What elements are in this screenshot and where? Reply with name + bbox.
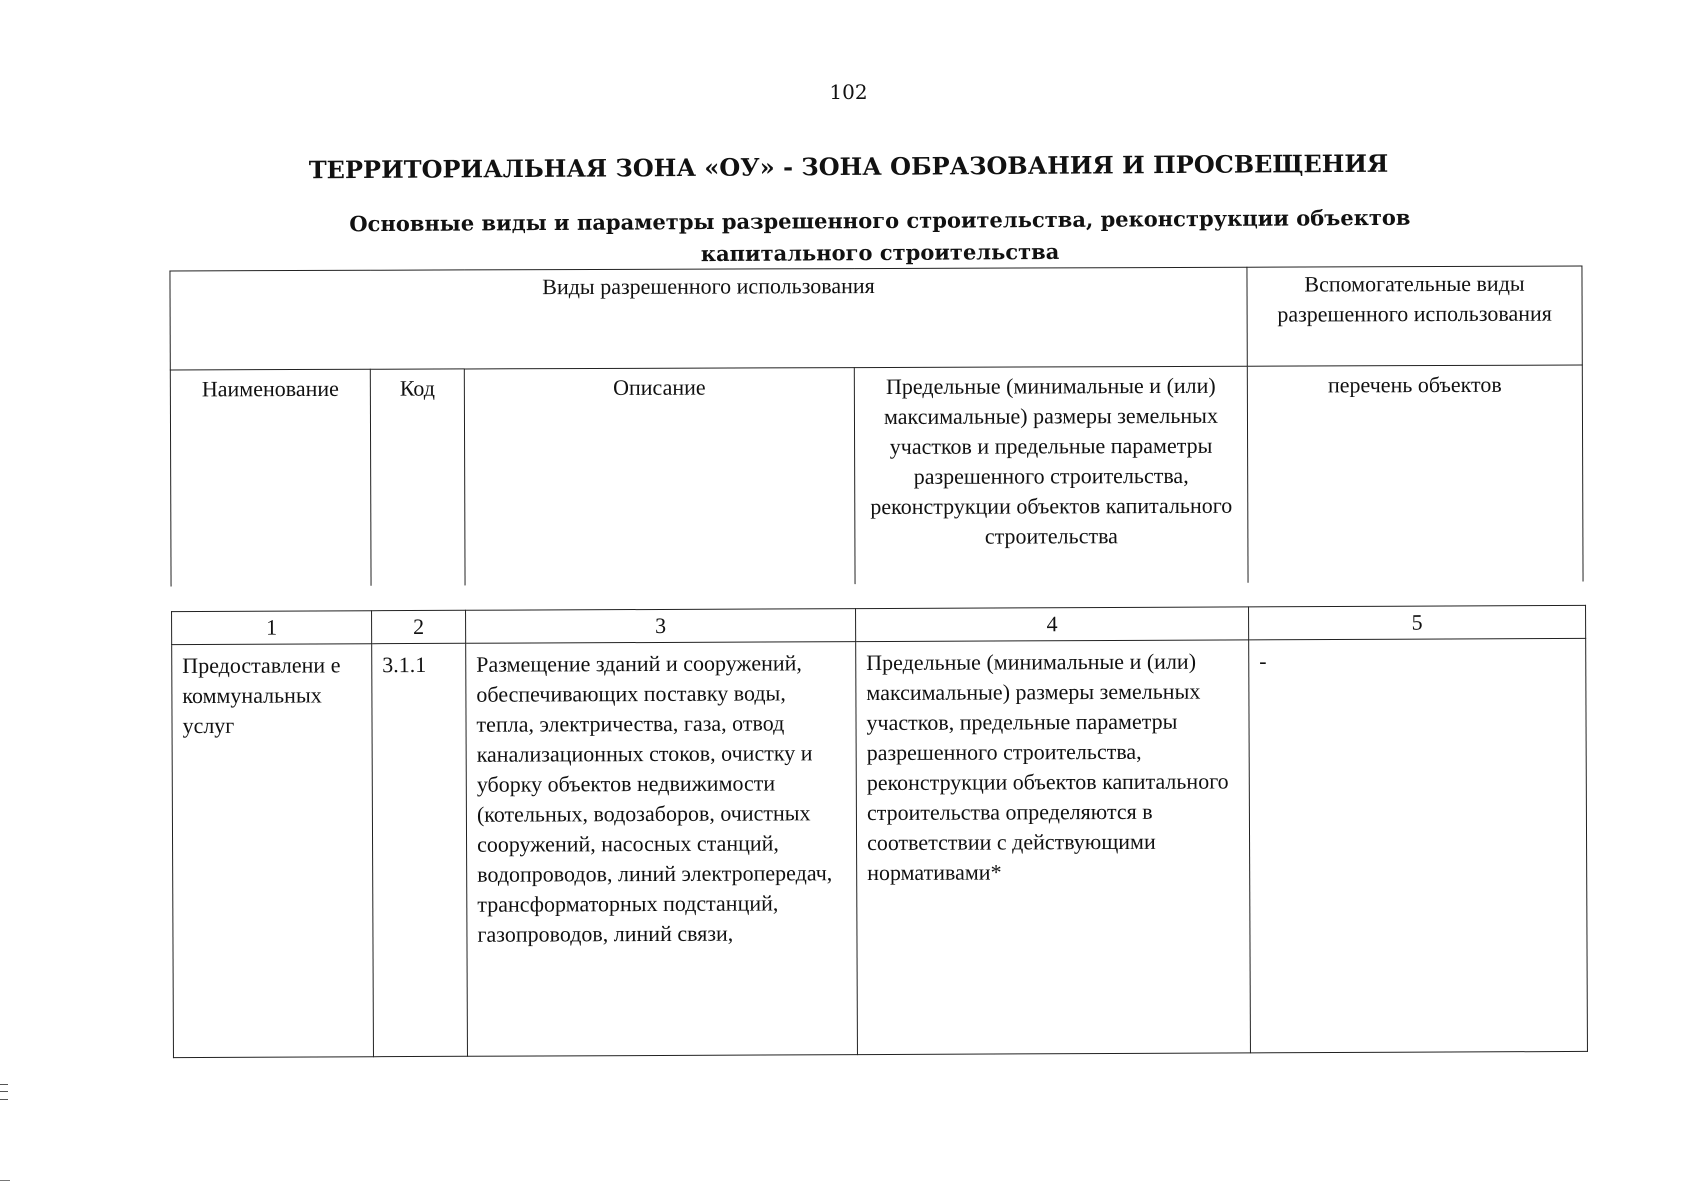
data-table	[171, 605, 1588, 1058]
header-description: Описание	[464, 368, 855, 586]
cell-name: Предоставлени е коммунальных услуг	[172, 644, 374, 1058]
header-main-group: Виды разрешенного использования	[170, 267, 1247, 370]
column-number: 2	[372, 610, 466, 643]
cell-code: 3.1.1	[372, 643, 468, 1056]
zone-title: ТЕРРИТОРИАЛЬНАЯ ЗОНА «ОУ» - ЗОНА ОБРАЗОВАНИЯ И ПРОСВЕЩЕНИЯ	[308, 148, 1389, 185]
table-row	[172, 638, 1588, 1057]
column-number: 4	[856, 607, 1249, 642]
column-number: 5	[1249, 605, 1586, 639]
header-name: Наименование	[170, 369, 371, 586]
header-limits: Предельные (минимальные и (или) максимальные) размеры земельных участков и предельные параметры разрешенного строительства, реконструкции объектов капитального строительства	[854, 366, 1248, 584]
cell-limits: Предельные (минимальные и (или) максимальные) размеры земельных участков, предельные параметры разрешенного строительства, реконструкции объектов капитального строительства определяются в соответствии с действующими нормативами*	[856, 640, 1251, 1055]
cell-description: Размещение зданий и сооружений, обеспечивающих поставку воды, тепла, электричества, газа, отвод канализационных стоков, очистку и уборку объектов недвижимости (котельных, водозаборов, очистных сооружений, насосных станций, водопроводов, линий электропередач, трансформаторных подстанций, газопроводов, линий связи,	[466, 642, 858, 1057]
cell-objects: -	[1249, 638, 1588, 1052]
margin-mark	[0, 1084, 8, 1100]
section-title: Основные виды и параметры разрешенного строительства, реконструкции объектов капитального строительства	[349, 204, 1411, 267]
column-number: 3	[466, 609, 856, 644]
header-code: Код	[370, 369, 465, 586]
header-table	[169, 266, 1583, 587]
header-aux-group: Вспомогательные виды разрешенного использования	[1247, 266, 1582, 366]
page-number: 102	[829, 80, 868, 104]
column-number: 1	[172, 611, 372, 645]
header-objects: перечень объектов	[1247, 365, 1583, 583]
margin-dash	[0, 1180, 10, 1181]
